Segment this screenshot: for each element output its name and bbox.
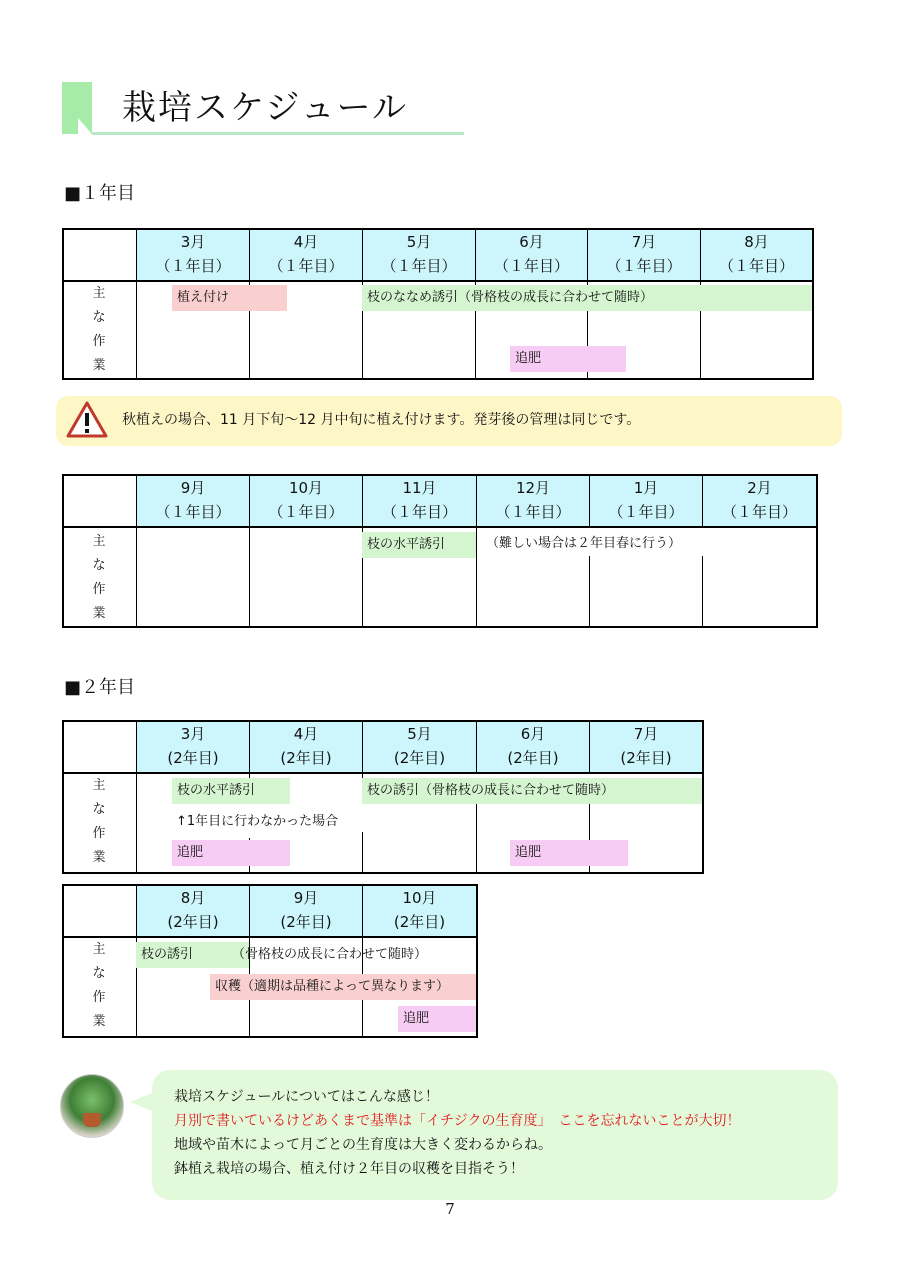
row-label-char: 主 <box>92 286 106 301</box>
col-divider <box>136 476 137 626</box>
col-divider <box>476 526 477 626</box>
month-label: 9月 <box>180 479 206 497</box>
task-branch-training: 枝の誘引（骨格枝の成長に合わせて随時） <box>362 778 702 804</box>
page-title: 栽培スケジュール <box>122 88 408 128</box>
task-planting: 植え付け <box>172 285 287 311</box>
row-label-char: 主 <box>92 942 106 957</box>
month-header-cell <box>362 476 476 526</box>
row-label-char: 作 <box>92 582 106 597</box>
month-header-cell <box>700 230 812 280</box>
row-label-char: 作 <box>92 826 106 841</box>
month-label: 3月 <box>180 725 206 743</box>
task-branch-training: 枝の誘引 <box>136 942 249 968</box>
task-horizontal-training: 枝の水平誘引 <box>172 778 290 804</box>
month-label: 7月 <box>633 725 659 743</box>
month-label: 10月 <box>402 889 437 907</box>
year-label: （１年目） <box>381 503 457 521</box>
year-label: （１年目） <box>495 503 571 521</box>
month-label: 8月 <box>180 889 206 907</box>
col-divider <box>136 722 137 872</box>
month-header-cell <box>362 230 475 280</box>
year-label: (2年目) <box>507 749 559 767</box>
year-label: (2年目) <box>280 749 332 767</box>
bubble-line: 地域や苗木によって月ごとの生育度は大きく変わるからね。 <box>174 1137 552 1153</box>
month-label: 6月 <box>520 725 546 743</box>
row-label-char: な <box>92 802 106 817</box>
task-harvest: 収穫（適期は品種によって異なります） <box>210 974 476 1000</box>
header-divider <box>62 280 814 282</box>
col-divider <box>476 804 477 872</box>
month-header-cell <box>136 886 249 936</box>
month-header-cell <box>249 886 362 936</box>
month-label: 7月 <box>631 233 657 251</box>
month-header-cell <box>136 230 249 280</box>
col-divider <box>589 556 590 626</box>
row-label-main-tasks <box>62 938 136 1034</box>
month-header-cell <box>589 476 702 526</box>
year-label: （１年目） <box>718 257 794 275</box>
month-label: 10月 <box>288 479 324 497</box>
month-label: 4月 <box>293 725 319 743</box>
row-label-char: な <box>92 310 106 325</box>
month-header-cell <box>475 230 587 280</box>
title-underline <box>92 132 464 135</box>
col-divider <box>702 556 703 626</box>
month-header-cell <box>476 476 589 526</box>
fig-plant-avatar <box>60 1074 124 1138</box>
month-label: 11月 <box>402 479 437 497</box>
row-label-char: 業 <box>92 850 106 865</box>
title-decoration <box>62 82 92 134</box>
speech-bubble <box>152 1070 838 1200</box>
bubble-line-highlight: 月別で書いているけどあくまで基準は「イチジクの生育度」 ここを忘れないことが大切！ <box>174 1113 741 1129</box>
col-divider <box>249 526 250 626</box>
col-divider <box>136 230 137 378</box>
year-label: (2年目) <box>620 749 672 767</box>
task-note: ↑1年目に行わなかった場合 <box>176 814 339 829</box>
row-label-char: 主 <box>92 778 106 793</box>
month-label: 3月 <box>180 233 206 251</box>
month-label: 8月 <box>744 233 769 251</box>
month-label: 6月 <box>519 233 544 251</box>
pot-shape <box>83 1113 101 1127</box>
year-label: （１年目） <box>493 257 569 275</box>
month-label: 2月 <box>747 479 772 497</box>
year-label: (2年目) <box>280 913 332 931</box>
row-label-char: 業 <box>92 358 106 373</box>
month-label: 9月 <box>293 889 319 907</box>
row-label-main-tasks <box>62 282 136 378</box>
year-label: (2年目) <box>167 913 219 931</box>
month-header-cell <box>476 722 589 772</box>
year-label: (2年目) <box>393 749 446 767</box>
month-header-cell <box>362 722 476 772</box>
row-label-char: 業 <box>92 1014 106 1029</box>
row-label-char: 作 <box>92 334 106 349</box>
year-label: (2年目) <box>393 913 446 931</box>
year-label: （１年目） <box>606 257 682 275</box>
row-label-char: 主 <box>92 534 106 549</box>
row-label-char: な <box>92 558 106 573</box>
year-label: （１年目） <box>721 503 797 521</box>
year-label: （１年目） <box>381 257 457 275</box>
warning-banner <box>56 396 842 446</box>
row-label-char: 作 <box>92 990 106 1005</box>
row-label-main-tasks <box>62 530 136 626</box>
year-label: （１年目） <box>155 503 231 521</box>
task-fertilize: 追肥 <box>398 1006 476 1032</box>
warning-text: 秋植えの場合、11 月下旬～12 月中旬に植え付けます。発芽後の管理は同じです。 <box>122 412 641 428</box>
task-fertilize: 追肥 <box>510 840 628 866</box>
month-header-cell <box>362 886 476 936</box>
month-header-cell <box>702 476 816 526</box>
task-note: （難しい場合は２年目春に行う） <box>486 536 682 551</box>
year-label: （１年目） <box>608 503 684 521</box>
task-fertilize: 追肥 <box>510 346 626 372</box>
month-header-cell <box>249 476 362 526</box>
month-label: 1月 <box>633 479 659 497</box>
col-divider <box>362 832 363 872</box>
page-number: 7 <box>445 1200 455 1218</box>
task-fertilize: 追肥 <box>172 840 290 866</box>
month-header-cell <box>136 476 249 526</box>
header-divider <box>62 772 704 774</box>
year-label: （１年目） <box>268 257 344 275</box>
row-label-char: 業 <box>92 606 106 621</box>
header-divider <box>62 526 818 528</box>
warning-icon <box>66 400 108 440</box>
row-label-char: な <box>92 966 106 981</box>
year-label: （１年目） <box>155 257 231 275</box>
month-header-cell <box>589 722 702 772</box>
section-heading-year2: ■２年目 <box>64 677 136 698</box>
year-label: (2年目) <box>167 749 219 767</box>
task-note: （骨格枝の成長に合わせて随時） <box>232 947 428 962</box>
month-label: 4月 <box>293 233 319 251</box>
bubble-line: 栽培スケジュールについてはこんな感じ！ <box>174 1089 439 1105</box>
task-diagonal-training: 枝のななめ誘引（骨格枝の成長に合わせて随時） <box>362 285 812 311</box>
month-header-cell <box>249 230 362 280</box>
month-header-cell <box>249 722 362 772</box>
row-label-main-tasks <box>62 774 136 870</box>
month-label: 12月 <box>515 479 551 497</box>
month-label: 5月 <box>407 725 432 743</box>
month-header-cell <box>136 722 249 772</box>
month-label: 5月 <box>406 233 432 251</box>
bubble-line: 鉢植え栽培の場合、植え付け２年目の収穫を目指そう！ <box>174 1161 524 1177</box>
month-header-cell <box>587 230 700 280</box>
year-label: （１年目） <box>268 503 344 521</box>
section-heading-year1: ■１年目 <box>64 183 136 204</box>
task-horizontal-training: 枝の水平誘引 <box>362 532 476 558</box>
